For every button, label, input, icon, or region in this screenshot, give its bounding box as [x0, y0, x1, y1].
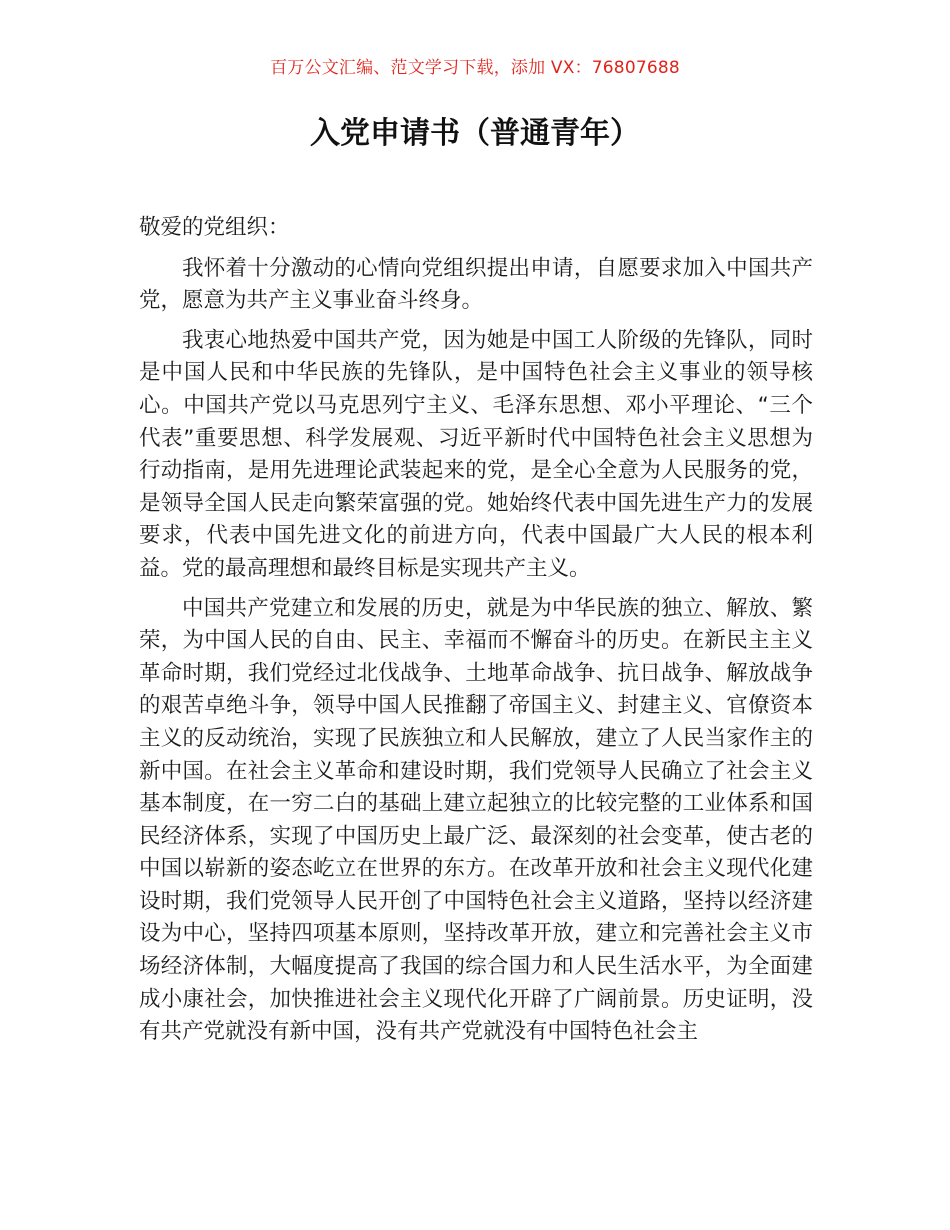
page-title: 入党申请书（普通青年）: [310, 116, 640, 151]
paragraph: 中国共产党建立和发展的历史，就是为中华民族的独立、解放、繁荣，为中国人民的自由、民主、幸福而不懈奋斗的历史。在新民主主义革命时期，我们党经过北伐战争、土地革命战争、抗日战争、解放战争的艰苦卓绝斗争，领导中国人民推翻了帝国主义、封建主义、官僚资本主义的反动统治，实现了民族独立和人民解放，建立了人民当家作主的新中国。在社会主义革命和建设时期，我们党领导人民确立了社会主义基本制度，在一穷二白的基础上建立起独立的比较完整的工业体系和国民经济体系，实现了中国历史上最广泛、最深刻的社会变革，使古老的中国以崭新的姿态屹立在世界的东方。在改革开放和社会主义现代化建设时期，我们党领导人民开创了中国特色社会主义道路，坚持以经济建设为中心，坚持四项基本原则，坚持改革开放，建立和完善社会主义市场经济体制，大幅度提高了我国的综合国力和人民生活水平，为全面建成小康社会，加快推进社会主义现代化开辟了广阔前景。历史证明，没有共产党就没有新中国，没有共产党就没有中国特色社会主: [139, 595, 813, 1045]
document-body: [139, 212, 813, 1056]
header-banner: 百万公文汇编、范文学习下载，添加 VX：76807688: [270, 58, 680, 78]
salutation: 敬爱的党组织：: [139, 215, 290, 240]
paragraph: 我怀着十分激动的心情向党组织提出申请，自愿要求加入中国共产党，愿意为共产主义事业奋斗终身。: [139, 255, 813, 314]
paragraph: 我衷心地热爱中国共产党，因为她是中国工人阶级的先锋队，同时是中国人民和中华民族的先锋队，是中国特色社会主义事业的领导核心。中国共产党以马克思列宁主义、毛泽东思想、邓小平理论、“三个代表”重要思想、科学发展观、习近平新时代中国特色社会主义思想为行动指南，是用先进理论武装起来的党，是全心全意为人民服务的党，是领导全国人民走向繁荣富强的党。她始终代表中国先进生产力的发展要求，代表中国先进文化的前进方向，代表中国最广大人民的根本利益。党的最高理想和最终目标是实现共产主义。: [139, 327, 813, 581]
